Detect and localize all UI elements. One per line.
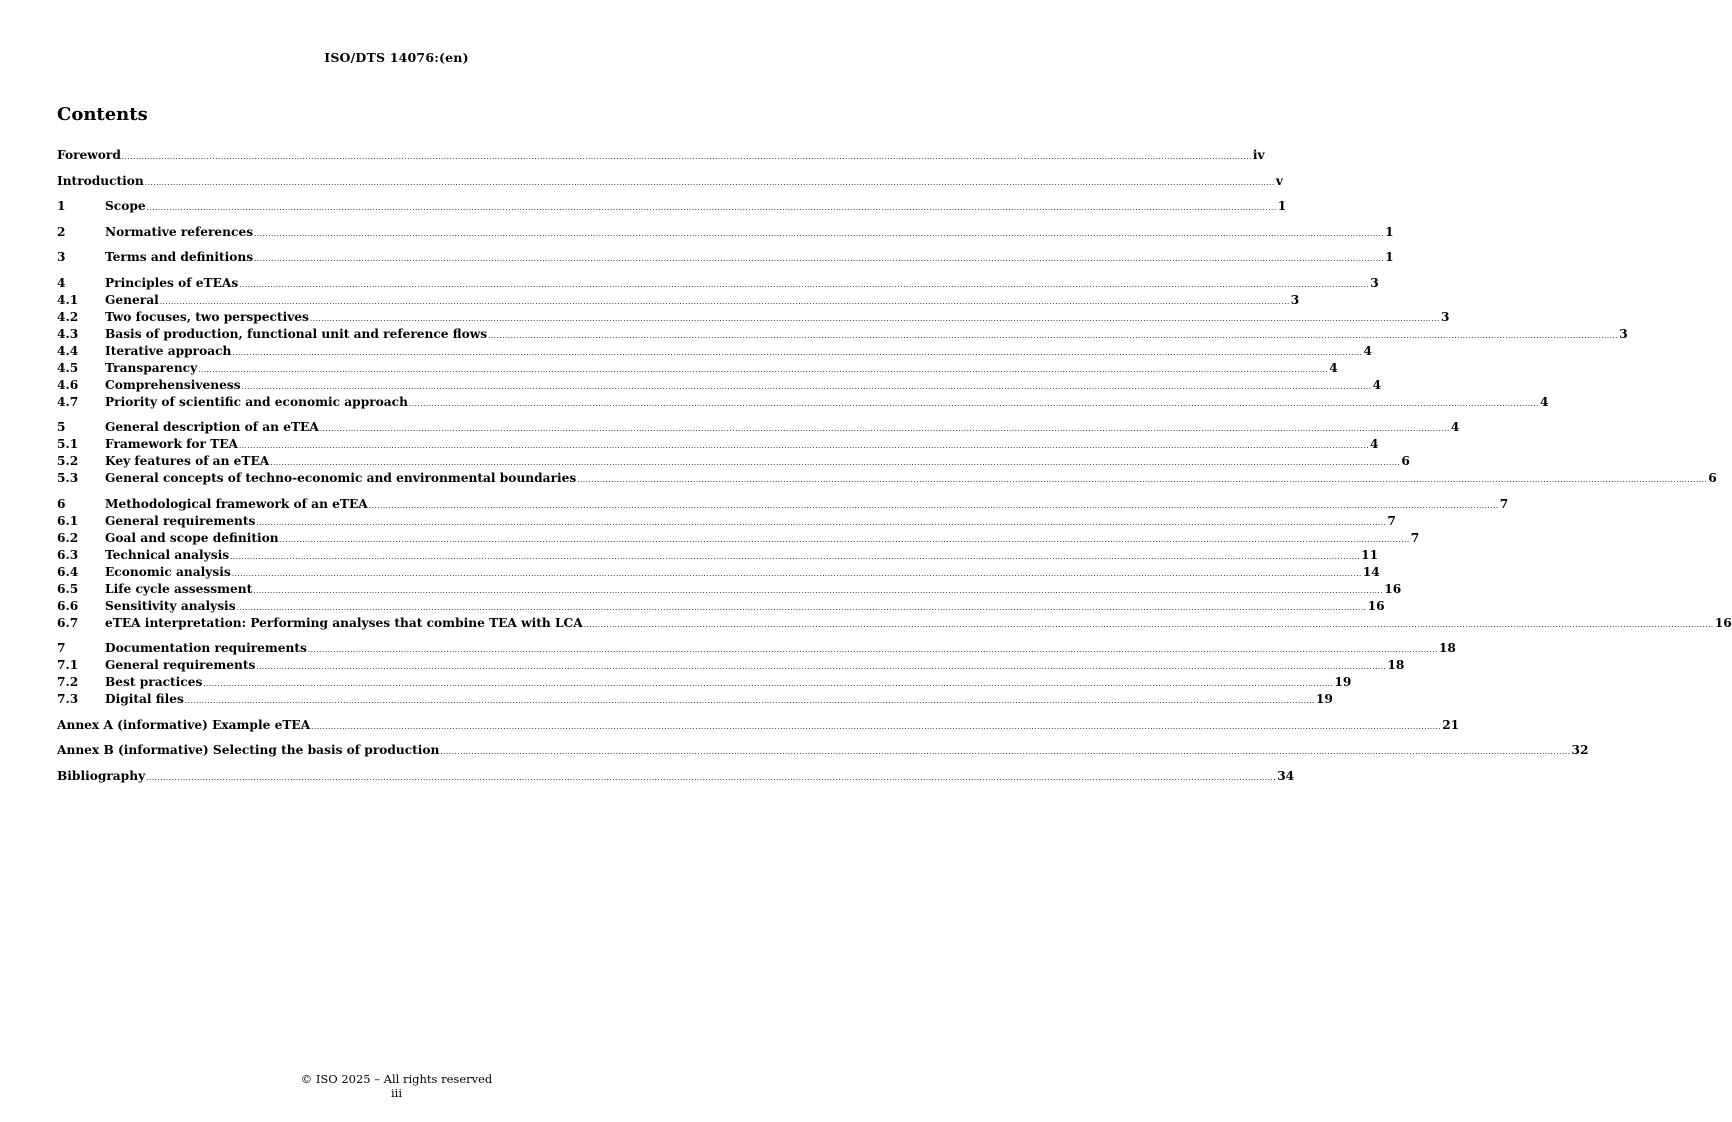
toc-entry-number: 6.2 [57,530,79,545]
toc-entry-title: eTEA interpretation: Performing analyses that combine TEA with LCA [105,615,583,630]
dot-leader: ................................................................................................................................................................................................................................................................................................................................................................................................................ [577,476,1708,484]
page-footer [0,1072,793,1100]
toc-entry-title: Life cycle assessment [105,581,253,596]
toc-entry-page: 16 [1384,581,1402,596]
toc-entry-page: 6 [1708,471,1717,485]
toc-entry[interactable] [57,640,1456,657]
toc-entry-number: 7.1 [57,658,79,672]
toc-entry-title: General concepts of techno-economic and environmental boundaries [105,471,577,485]
toc-entry-page: 14 [1362,564,1380,579]
toc-entry[interactable] [57,309,1450,326]
toc-entry[interactable] [57,275,1379,292]
toc-entry[interactable] [57,674,1352,691]
toc-entry-title: Annex B (informative) Selecting the basis of production [57,743,440,757]
toc-entry-page: 1 [1277,199,1287,213]
dot-leader: ................................................................................................................................................................................................................................................................................................................................................................................................................ [203,680,1334,688]
toc-entry[interactable] [57,598,1385,615]
dot-leader: ................................................................................................................................................................................................................................................................................................................................................................................................................ [231,569,1362,578]
toc-entry[interactable] [57,419,1460,436]
toc-entry[interactable] [57,530,1420,547]
dot-leader: ................................................................................................................................................................................................................................................................................................................................................................................................................ [230,552,1361,561]
toc-entry-page: 34 [1277,768,1295,783]
toc-entry-title: Goal and scope definition [105,530,279,545]
dot-leader: ................................................................................................................................................................................................................................................................................................................................................................................................................ [253,586,1384,595]
dot-leader: ................................................................................................................................................................................................................................................................................................................................................................................................................ [146,204,1277,212]
toc-entry[interactable] [57,564,1380,581]
toc-entry[interactable] [57,377,1382,394]
toc-entry-number: 5 [57,420,66,434]
toc-entry-title: Bibliography [57,768,146,783]
toc-entry-number: 6.4 [57,564,79,579]
page-number: iii [390,1086,403,1100]
toc-entry-title: Principles of eTEAs [105,275,239,290]
dot-leader: ................................................................................................................................................................................................................................................................................................................................................................................................................ [408,399,1539,408]
dot-leader: ................................................................................................................................................................................................................................................................................................................................................................................................................ [236,603,1367,612]
toc-entry-page: 21 [1442,717,1460,732]
toc-entry-number: 6 [57,496,66,511]
toc-entry-number: 4.6 [57,377,79,392]
toc-entry-page: 18 [1387,658,1405,672]
toc-entry-page: 3 [1290,292,1300,307]
toc-entry-number: 4 [57,275,66,290]
toc-entry-number: 5.2 [57,454,79,468]
toc-entry-page: 1 [1385,250,1394,264]
contents-heading: Contents [57,104,148,125]
dot-leader: ................................................................................................................................................................................................................................................................................................................................................................................................................ [368,501,1499,510]
toc-entry-title: General requirements [105,658,256,672]
toc-entry-title: Normative references [105,224,254,239]
dot-leader: ................................................................................................................................................................................................................................................................................................................................................................................................................ [184,697,1315,705]
toc-entry[interactable] [57,147,1265,164]
toc-entry-page: iv [1252,148,1265,162]
toc-entry[interactable] [57,657,1405,674]
dot-leader: ................................................................................................................................................................................................................................................................................................................................................................................................................ [241,382,1372,391]
toc-entry-number: 6.1 [57,513,79,528]
toc-entry-page: 16 [1367,598,1385,613]
dot-leader: ................................................................................................................................................................................................................................................................................................................................................................................................................ [239,442,1370,450]
toc-entry-title: Terms and definitions [105,250,254,264]
toc-entry[interactable] [57,224,1394,241]
toc-entry[interactable] [57,453,1410,470]
toc-entry[interactable] [57,717,1460,734]
toc-entry-page: 4 [1372,377,1382,392]
toc-entry-page: 3 [1370,275,1379,290]
toc-entry[interactable] [57,343,1372,360]
toc-entry[interactable] [57,470,1717,487]
toc-entry-title: Introduction [57,173,144,188]
toc-entry-number: 6.6 [57,598,79,613]
toc-entry-number: 4.3 [57,326,79,341]
toc-entry-number: 7 [57,641,66,655]
toc-entry-number: 4.2 [57,309,79,324]
toc-entry-title: Comprehensiveness [105,377,241,392]
toc-entry[interactable] [57,742,1589,759]
copyright-notice: © ISO 2025 – All rights reserved [300,1072,493,1086]
toc-entry-title: Best practices [105,675,203,689]
toc-entry-title: Economic analysis [105,564,231,579]
toc-entry-number: 6.7 [57,615,79,630]
toc-entry-title: Transparency [105,360,198,375]
toc-entry-page: 4 [1540,394,1549,409]
toc-entry-number: 7.3 [57,692,79,706]
toc-entry[interactable] [57,513,1396,530]
toc-entry-page: 1 [1385,224,1394,239]
toc-entry-page: 7 [1499,496,1509,511]
toc-entry[interactable] [57,360,1338,377]
toc-entry[interactable] [57,547,1379,564]
dot-leader: ................................................................................................................................................................................................................................................................................................................................................................................................................ [307,646,1438,654]
dot-leader: ................................................................................................................................................................................................................................................................................................................................................................................................................ [144,178,1275,187]
toc-entry-title: General [105,292,159,307]
toc-entry[interactable] [57,436,1379,453]
dot-leader: ................................................................................................................................................................................................................................................................................................................................................................................................................ [270,459,1401,467]
toc-entry-page: 4 [1370,437,1379,451]
toc-entry-page: 6 [1401,454,1410,468]
dot-leader: ................................................................................................................................................................................................................................................................................................................................................................................................................ [256,663,1387,671]
toc-entry-page: 3 [1619,326,1628,341]
dot-leader: ................................................................................................................................................................................................................................................................................................................................................................................................................ [121,153,1252,161]
toc-entry-page: 7 [1387,513,1396,528]
dot-leader: ................................................................................................................................................................................................................................................................................................................................................................................................................ [256,518,1387,527]
dot-leader: ................................................................................................................................................................................................................................................................................................................................................................................................................ [279,535,1410,544]
toc-entry-number: 7.2 [57,675,79,689]
dot-leader: ................................................................................................................................................................................................................................................................................................................................................................................................................ [309,314,1440,323]
dot-leader: ................................................................................................................................................................................................................................................................................................................................................................................................................ [146,773,1277,782]
dot-leader: ................................................................................................................................................................................................................................................................................................................................................................................................................ [159,297,1290,306]
toc-entry[interactable] [57,394,1549,411]
toc-entry-number: 4.5 [57,360,79,375]
toc-entry-page: 4 [1329,360,1338,375]
toc-entry[interactable] [57,249,1394,266]
toc-entry-title: Foreword [57,148,121,162]
toc-entry-title: Key features of an eTEA [105,454,270,468]
toc-entry-number: 5.3 [57,471,79,485]
toc-entry-title: Two focuses, two perspectives [105,309,309,324]
toc-entry[interactable] [57,496,1509,513]
document-id-header: ISO/DTS 14076:(en) [324,50,469,65]
toc-entry-title: Framework for TEA [105,437,238,451]
toc-entry-title: Methodological framework of an eTEA [105,496,368,511]
dot-leader: ................................................................................................................................................................................................................................................................................................................................................................................................................ [440,748,1571,756]
dot-leader: ................................................................................................................................................................................................................................................................................................................................................................................................................ [583,620,1714,629]
toc-entry-title: Digital files [105,692,184,706]
toc-entry-title: Technical analysis [105,547,230,562]
toc-entry[interactable] [57,768,1295,785]
toc-entry-number: 2 [57,224,66,239]
toc-entry-page: 11 [1361,547,1379,562]
toc-entry-title: Annex A (informative) Example eTEA [57,717,311,732]
toc-entry[interactable] [57,581,1402,598]
toc-entry-page: 18 [1438,641,1456,655]
toc-entry-title: Basis of production, functional unit and reference flows [105,326,488,341]
toc-entry-page: 19 [1315,692,1333,706]
toc-entry-title: Scope [105,199,146,213]
toc-entry-number: 4.4 [57,343,79,358]
toc-entry-title: General description of an eTEA [105,420,319,434]
table-of-contents [57,147,1732,785]
toc-entry-number: 6.3 [57,547,79,562]
dot-leader: ................................................................................................................................................................................................................................................................................................................................................................................................................ [311,722,1442,731]
toc-entry[interactable] [57,691,1333,708]
toc-entry-number: 4.7 [57,394,79,409]
toc-entry-page: 3 [1440,309,1450,324]
toc-entry-page: 16 [1714,615,1732,630]
toc-entry-page: 4 [1450,420,1460,434]
dot-leader: ................................................................................................................................................................................................................................................................................................................................................................................................................ [239,280,1370,289]
toc-entry-title: Iterative approach [105,343,232,358]
toc-entry[interactable] [57,292,1300,309]
dot-leader: ................................................................................................................................................................................................................................................................................................................................................................................................................ [488,331,1619,340]
toc-entry-title: Documentation requirements [105,641,307,655]
toc-entry-page: 4 [1363,343,1372,358]
toc-entry[interactable] [57,615,1732,632]
toc-entry-number: 4.1 [57,292,79,307]
toc-entry-page: 7 [1410,530,1420,545]
toc-entry[interactable] [57,173,1283,190]
toc-entry[interactable] [57,326,1628,343]
toc-entry-number: 1 [57,199,66,213]
toc-entry-title: General requirements [105,513,256,528]
toc-entry-title: Priority of scientific and economic approach [105,394,408,409]
toc-entry-page: v [1275,173,1283,188]
toc-entry-page: 32 [1571,743,1589,757]
toc-entry-number: 5.1 [57,437,79,451]
dot-leader: ................................................................................................................................................................................................................................................................................................................................................................................................................ [254,255,1385,263]
dot-leader: ................................................................................................................................................................................................................................................................................................................................................................................................................ [319,425,1450,433]
toc-entry[interactable] [57,198,1287,215]
toc-entry-number: 6.5 [57,581,79,596]
toc-entry-title: Sensitivity analysis [105,598,236,613]
dot-leader: ................................................................................................................................................................................................................................................................................................................................................................................................................ [198,365,1329,374]
dot-leader: ................................................................................................................................................................................................................................................................................................................................................................................................................ [232,348,1363,357]
toc-entry-number: 3 [57,250,66,264]
dot-leader: ................................................................................................................................................................................................................................................................................................................................................................................................................ [254,229,1385,238]
toc-entry-page: 19 [1334,675,1352,689]
